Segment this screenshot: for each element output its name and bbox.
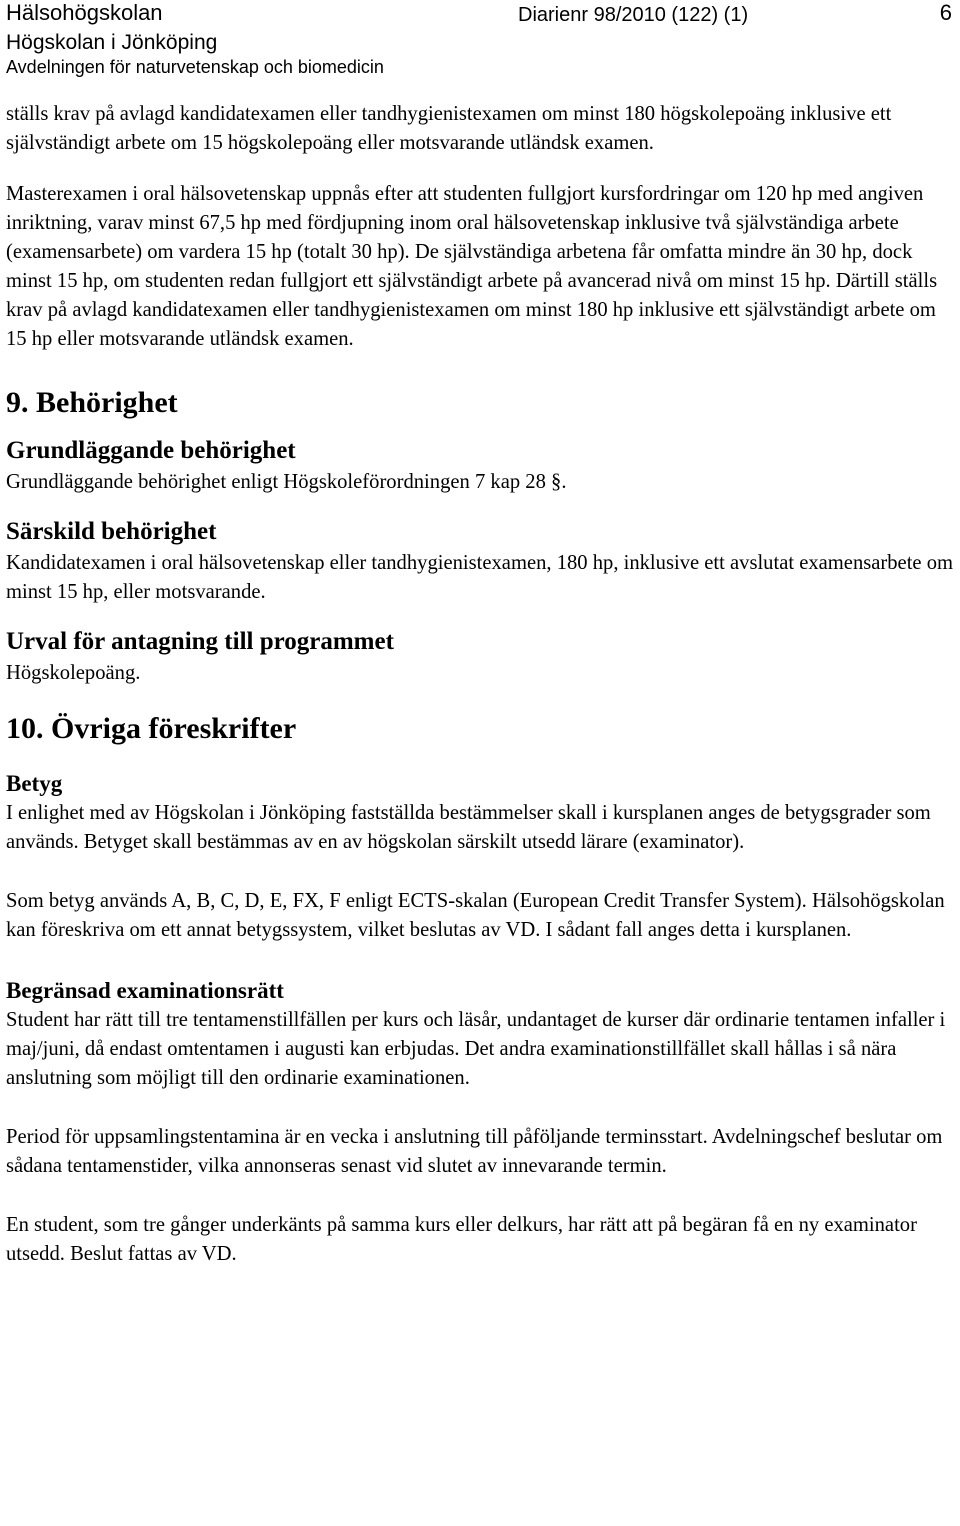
basic-eligibility-heading: Grundläggande behörighet <box>6 437 296 464</box>
grades-text-1: I enlighet med av Högskolan i Jönköping fastställda bestämmelser skall i kursplanen anges de betygsgrader som används. Betyget skall bestämmas av en av högskolan särskilt utsedd lärare (examinator). <box>6 802 931 853</box>
header-reference: Diarienr 98/2010 (122) (1) <box>518 4 749 26</box>
selection-text: Högskolepoäng. <box>6 662 141 684</box>
grades-heading: Betyg <box>6 771 63 796</box>
intro-continuation: ställs krav på avlagd kandidatexamen eller tandhygienistexamen om minst 180 högskolepoäng inklusive ett självständigt arbete om 15 högskolepoäng eller motsvarande utländsk examen. <box>6 103 892 154</box>
special-eligibility-heading: Särskild behörighet <box>6 518 217 545</box>
limited-examination-text-3: En student, som tre gånger underkänts på samma kurs eller delkurs, har rätt att på begäran få en ny examinator utsedd. Beslut fattas av VD. <box>6 1214 917 1265</box>
master-paragraph-part1: Masterexamen i oral hälsovetenskap uppnås efter att studenten fullgjort kursfordringar om 120 hp med angiven inriktning, varav minst 67,5 hp med fördjupning inom oral hälsovetenskap inklusive två självständiga arbete (examensarbete) om vardera 15 hp (totalt 30 hp). <box>6 183 924 263</box>
page-header <box>6 0 960 80</box>
section-9-title: 9. Behörighet <box>6 386 178 419</box>
document-body <box>6 100 956 1269</box>
limited-examination-text-1: Student har rätt till tre tentamenstillfällen per kurs och läsår, undantaget de kurser där ordinarie tentamen infaller i maj/juni, då endast omtentamen i augusti kan erbjudas. Det andra examinationstillfället skall hållas i så nära anslutning som möjligt till den ordinarie examinationen. <box>6 1009 946 1089</box>
limited-examination-text-2: Period för uppsamlingstentamina är en vecka i anslutning till påföljande terminsstart. Avdelningschef beslutar om sådana tentamenstider, vilka annonseras senast vid slutet av innevarande termin. <box>6 1126 943 1177</box>
page-number: 6 <box>939 0 952 25</box>
selection-heading: Urval för antagning till programmet <box>6 628 394 655</box>
limited-examination-heading: Begränsad examinationsrätt <box>6 978 284 1003</box>
grades-text-2: Som betyg används A, B, C, D, E, FX, F enligt ECTS-skalan (European Credit Transfer System). Hälsohögskolan kan föreskriva om ett annat betygssystem, vilket beslutas av VD. I sådant fall anges detta i kursplanen. <box>6 890 945 941</box>
section-10-title: 10. Övriga föreskrifter <box>6 712 297 745</box>
header-department: Avdelningen för naturvetenskap och biomedicin <box>6 57 384 77</box>
master-paragraph-part2: De självständiga arbetena får omfatta mindre än 30 hp, dock minst 15 hp, om studenten redan fullgjort ett självständigt arbete på avancerad nivå om minst 15 hp. Därtill ställs krav på avlagd kandidatexamen eller tandhygienistexamen om minst 180 hp inklusive ett självständigt arbete om 15 hp eller motsvarande utländsk examen. <box>6 241 938 350</box>
header-university: Högskolan i Jönköping <box>6 31 218 54</box>
master-paragraph <box>6 180 956 354</box>
basic-eligibility-text: Grundläggande behörighet enligt Högskoleförordningen 7 kap 28 §. <box>6 471 567 493</box>
special-eligibility-text: Kandidatexamen i oral hälsovetenskap eller tandhygienistexamen, 180 hp, inklusive ett avslutat examensarbete om minst 15 hp, eller motsvarande. <box>6 552 954 603</box>
header-school: Hälsohögskolan <box>6 0 163 25</box>
